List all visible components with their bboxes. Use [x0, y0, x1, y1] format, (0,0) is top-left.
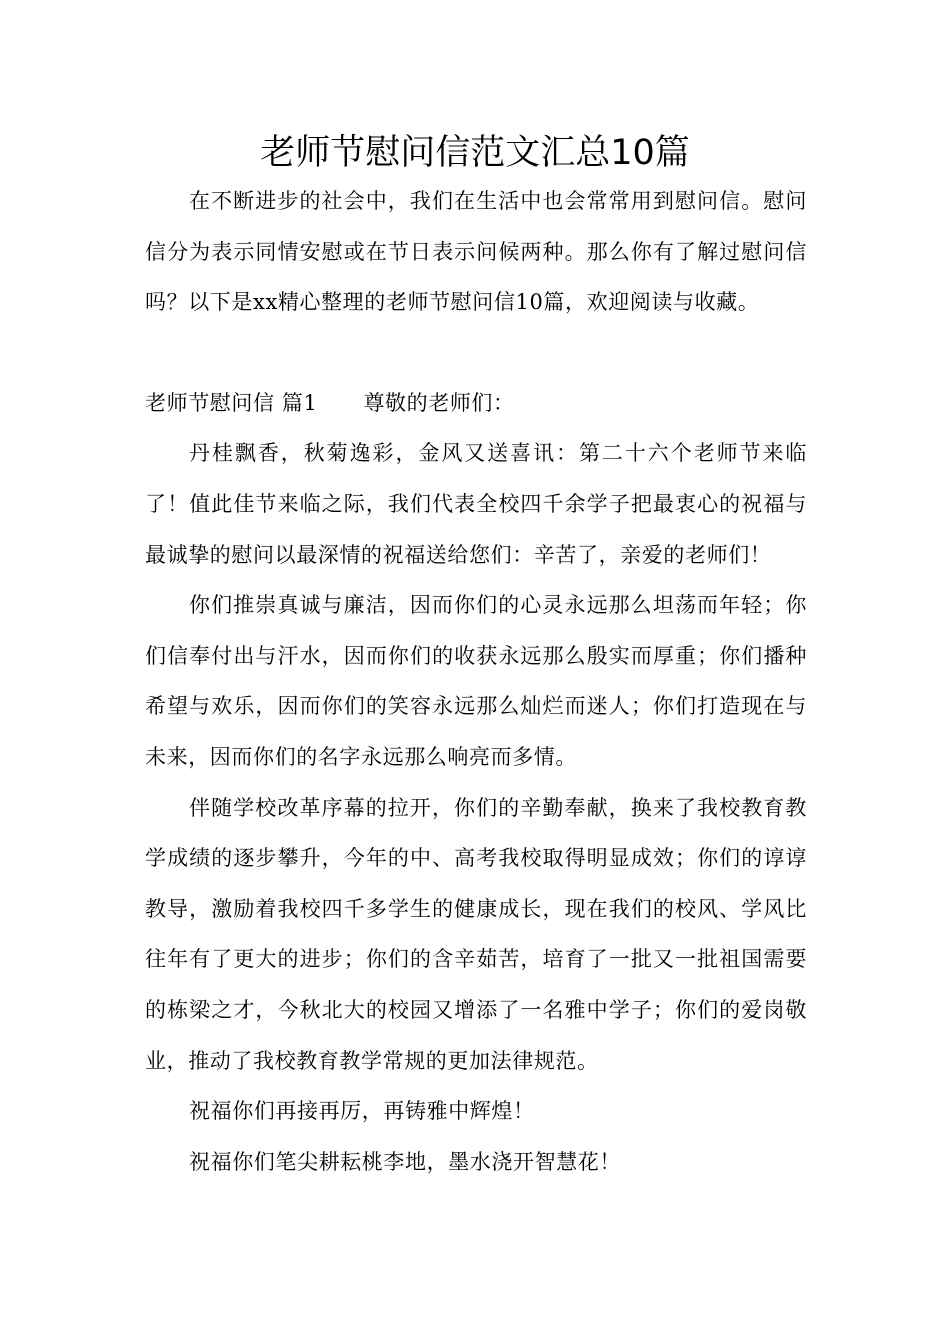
section-gap — [145, 328, 807, 378]
section-heading: 老师节慰问信 篇1 — [145, 390, 318, 415]
letter-paragraph: 祝福你们再接再厉，再铸雅中辉煌！ — [189, 1099, 535, 1124]
document-body — [145, 176, 807, 1187]
salutation: 尊敬的老师们： — [363, 390, 515, 415]
section-header — [145, 378, 807, 429]
letter-paragraph: 你们推崇真诚与廉洁，因而你们的心灵永远那么坦荡而年轻；你们信奉付出与汗水，因而你们的收获永远那么殷实而厚重；你们播种希望与欢乐，因而你们的笑容永远那么灿烂而迷人；你们打造现在与未来，因而你们的名字永远那么响亮而多情。 — [145, 593, 807, 769]
letter-paragraph: 丹桂飘香，秋菊逸彩，金风又送喜讯：第二十六个老师节来临了！值此佳节来临之际，我们代表全校四千余学子把最衷心的祝福与最诚挚的慰问以最深情的祝福送给您们：辛苦了，亲爱的老师们！ — [145, 441, 807, 567]
document-title: 老师节慰问信范文汇总10篇 — [260, 133, 690, 173]
letter-paragraph: 伴随学校改革序幕的拉开，你们的辛勤奉献，换来了我校教育教学成绩的逐步攀升，今年的中、高考我校取得明显成效；你们的谆谆教导，激励着我校四千多学生的健康成长，现在我们的校风、学风比往年有了更大的进步；你们的含辛茹苦，培育了一批又一批祖国需要的栋梁之才，今秋北大的校园又增添了一名雅中学子；你们的爱岗敬业，推动了我校教育教学常规的更加法律规范。 — [145, 795, 807, 1073]
intro-paragraph: 在不断进步的社会中，我们在生活中也会常常用到慰问信。慰问信分为表示同情安慰或在节日表示问候两种。那么你有了解过慰问信吗？以下是xx精心整理的老师节慰问信10篇，欢迎阅读与收藏。 — [145, 189, 807, 315]
letter-paragraph: 祝福你们笔尖耕耘桃李地，墨水浇开智慧花！ — [189, 1149, 621, 1174]
